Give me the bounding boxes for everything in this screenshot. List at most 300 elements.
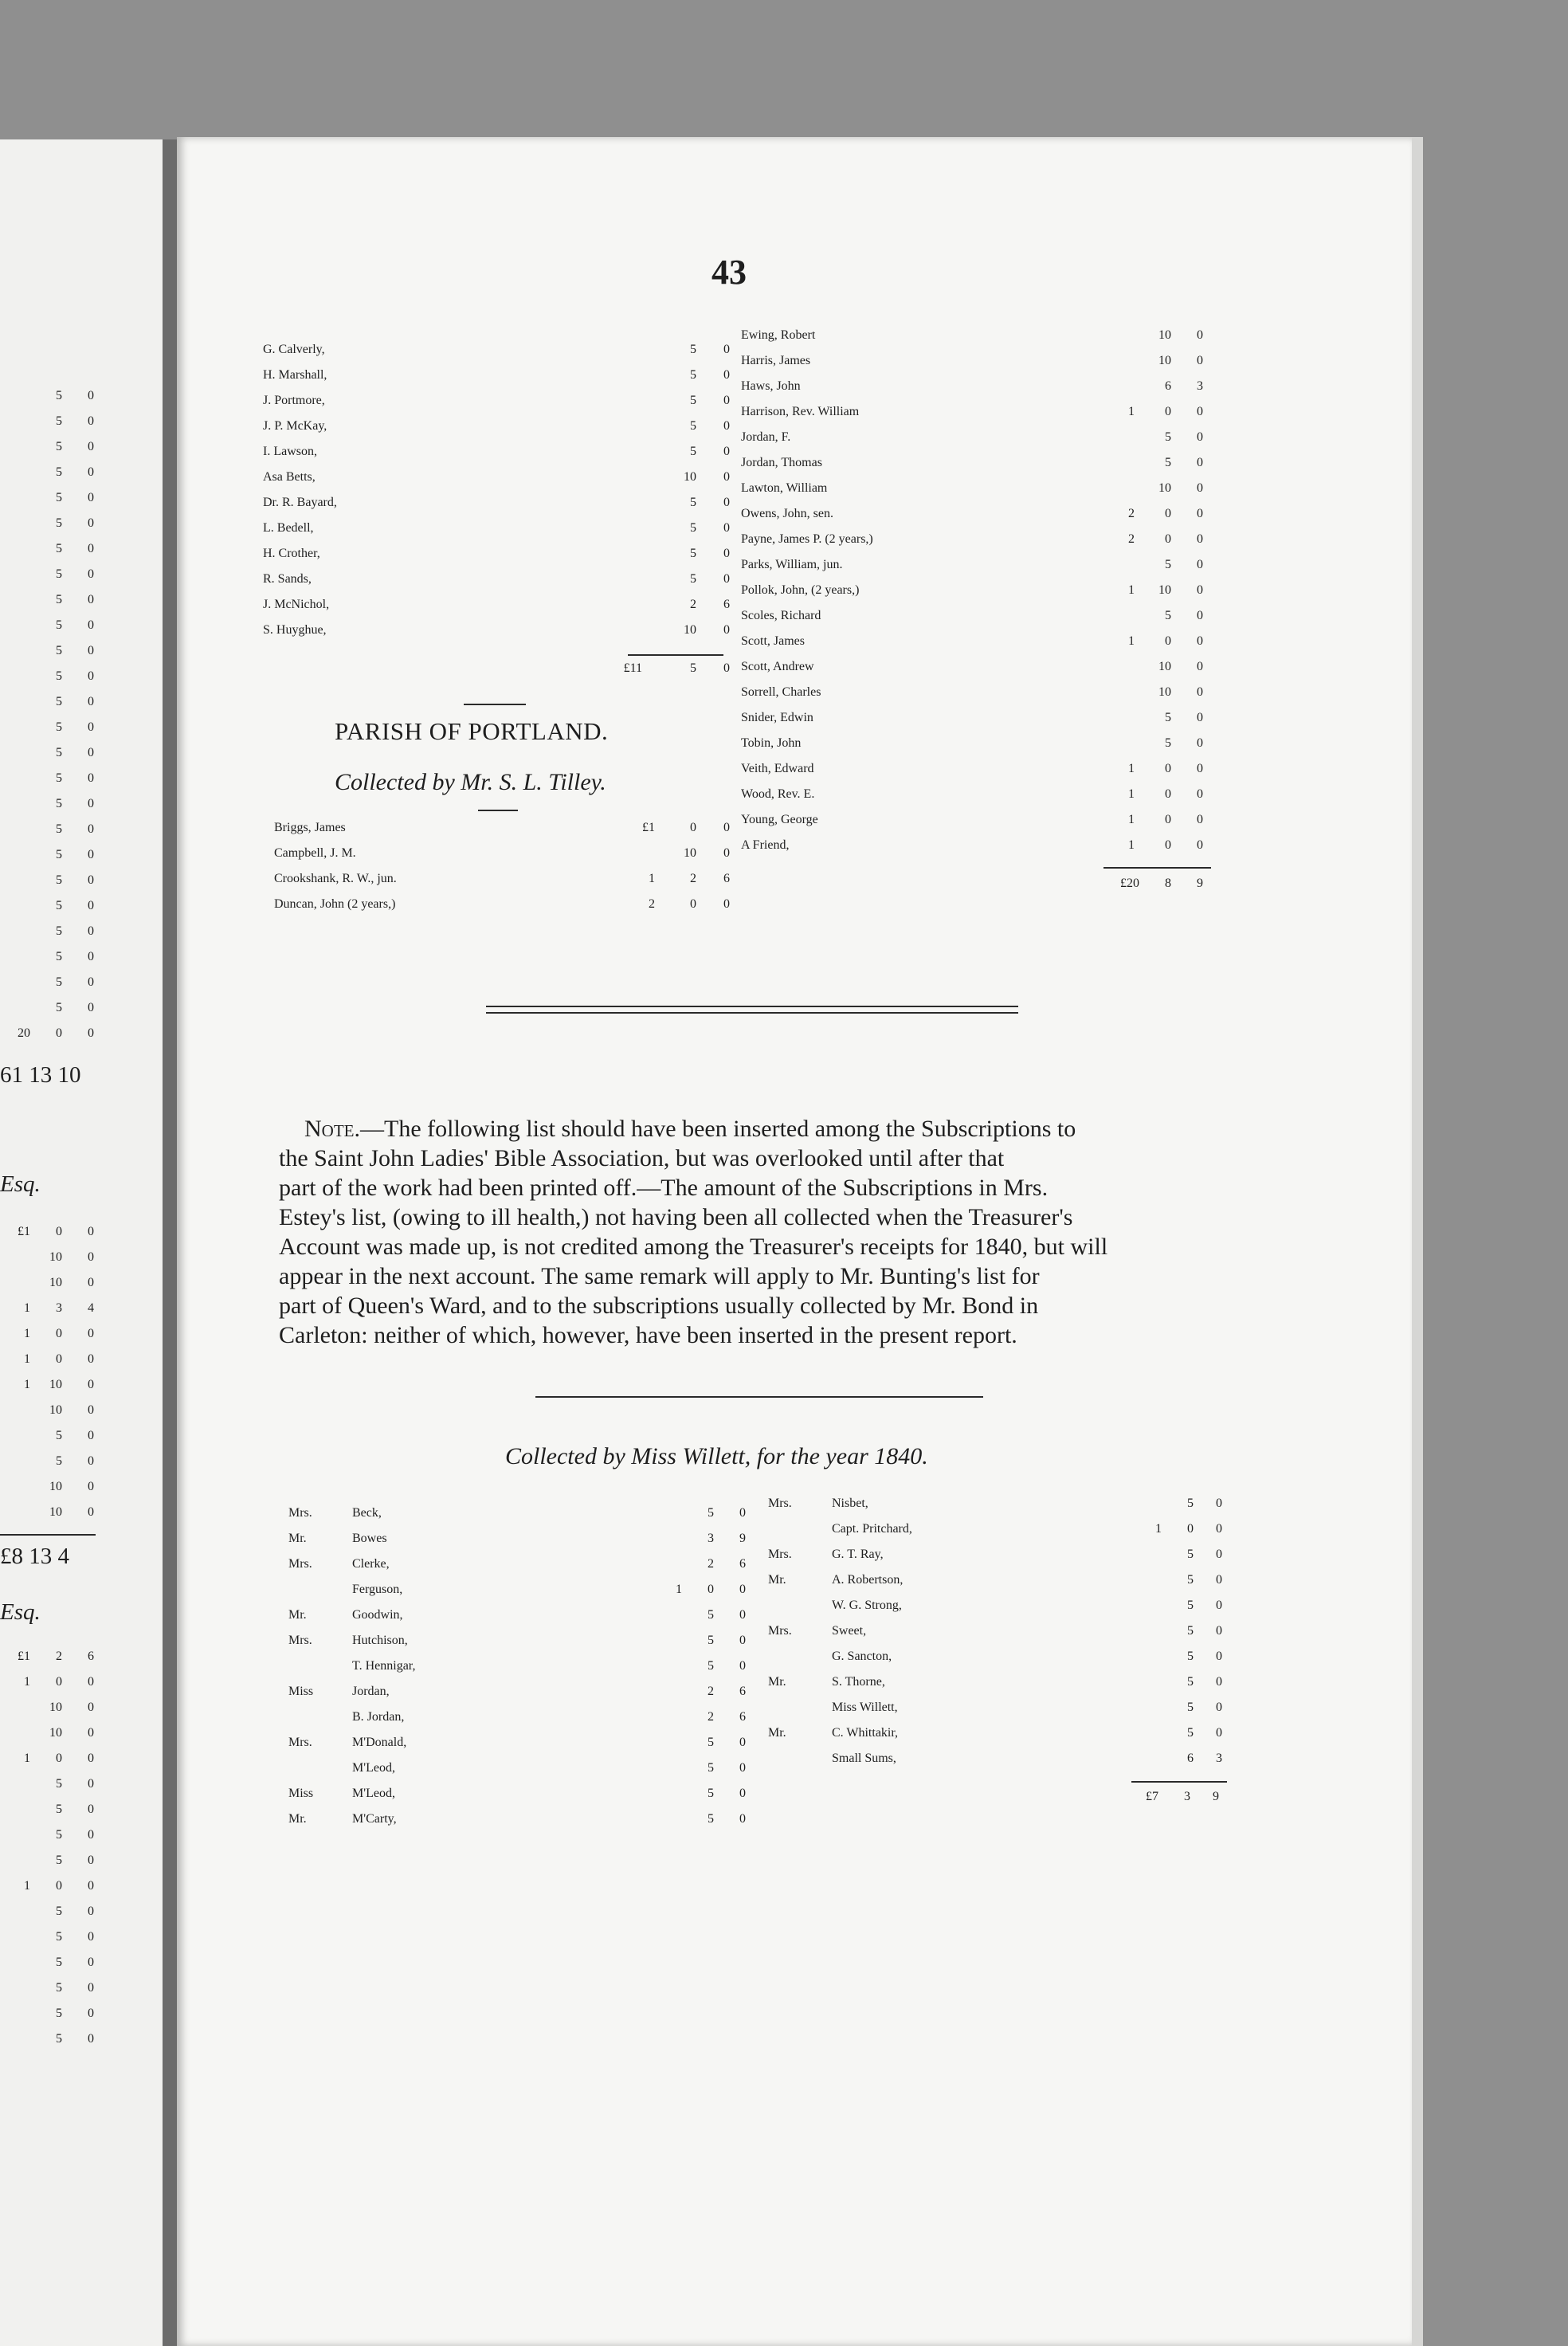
prev-page-amount: 1 (24, 1352, 30, 1366)
prev-page-amount-row (0, 2032, 104, 2058)
shillings: 5 (708, 1761, 714, 1775)
prev-page-amount: 0 (88, 516, 94, 530)
prev-page-amount-row (0, 924, 104, 950)
prev-page-amount-row (0, 822, 104, 848)
prev-page-amount: 0 (88, 2032, 94, 2046)
pounds: 1 (1128, 634, 1135, 648)
list-item (263, 598, 730, 623)
shillings: 6 (1187, 1752, 1194, 1765)
prev-page-amount: 0 (88, 848, 94, 861)
subscriber-name: C. Whittakir, (832, 1726, 899, 1740)
shillings: 5 (690, 521, 696, 535)
subscriber-name: Capt. Pritchard, (832, 1522, 912, 1536)
subscriber-name: Campbell, J. M. (274, 846, 356, 860)
prev-page-amount: 0 (88, 822, 94, 836)
shillings: 10 (1158, 481, 1171, 495)
pence: 0 (1197, 430, 1203, 444)
prev-page-amount: 5 (56, 1905, 62, 1918)
shillings: 5 (1187, 1599, 1194, 1612)
pence: 6 (723, 872, 730, 885)
list-item (288, 1557, 751, 1583)
list-item (768, 1599, 1230, 1624)
subscriber-name: Goodwin, (352, 1608, 403, 1622)
pence: 0 (1197, 711, 1203, 724)
prev-page-amount: 5 (56, 516, 62, 530)
list-item (768, 1650, 1230, 1675)
willett-list-left (288, 1506, 751, 1838)
total-rule-right (1103, 867, 1211, 869)
pence: 0 (723, 343, 730, 356)
list-item (263, 394, 730, 419)
title-prefix: Mr. (768, 1675, 786, 1689)
prev-page-amount-row (0, 1726, 104, 1752)
prev-page-amount-row (0, 618, 104, 644)
subscriber-name: M'Leod, (352, 1761, 395, 1775)
list-item (274, 846, 733, 872)
shillings: 0 (1165, 405, 1171, 418)
subscriber-name: R. Sands, (263, 572, 312, 586)
prev-page-amount: 5 (56, 1454, 62, 1468)
prev-page-amount: 0 (88, 1505, 94, 1519)
pence: 0 (1197, 456, 1203, 469)
page-number: 43 (711, 253, 747, 292)
shillings: 5 (708, 1787, 714, 1800)
double-rule-top (486, 1006, 1018, 1007)
prev-page-amount: £1 (18, 1225, 30, 1238)
subscriber-name: Veith, Edward (741, 762, 814, 775)
subscriber-name: Scoles, Richard (741, 609, 821, 622)
subscriber-name: Wood, Rev. E. (741, 787, 815, 801)
prev-page-amount: 0 (56, 1352, 62, 1366)
shillings: 5 (690, 496, 696, 509)
subscriber-name: Sorrell, Charles (741, 685, 821, 699)
subscriber-name: Miss Willett, (832, 1701, 898, 1714)
subscriber-name: H. Crother, (263, 547, 320, 560)
shillings: 5 (690, 394, 696, 407)
pence: 0 (1197, 583, 1203, 597)
list-item (288, 1736, 751, 1761)
prev-page-amount: 0 (88, 389, 94, 402)
list-item (741, 558, 1219, 583)
subscriber-name: G. T. Ray, (832, 1548, 884, 1561)
prev-page-amount: 0 (88, 1429, 94, 1442)
list-item (288, 1659, 751, 1685)
prev-page-amount-row (0, 465, 104, 491)
prev-page-amount-row (0, 1930, 104, 1956)
prev-page-amount: 5 (56, 2032, 62, 2046)
prev-page-amount: 0 (88, 1675, 94, 1689)
pence: 0 (723, 394, 730, 407)
prev-page-amount: 5 (56, 2007, 62, 2020)
prev-page-amount: 5 (56, 695, 62, 708)
prev-page-amount: 4 (88, 1301, 94, 1315)
prev-page-amount-row (0, 1327, 104, 1352)
prev-page-amount: 0 (56, 1752, 62, 1765)
prev-page-amount-row (0, 797, 104, 822)
pence: 0 (739, 1761, 746, 1775)
prev-page-amount: 10 (49, 1701, 62, 1714)
prev-page-amount: 0 (88, 1225, 94, 1238)
note-line: —The following list should have been inserted among the Subscriptions to (360, 1116, 1076, 1142)
pence: 9 (739, 1532, 746, 1545)
prev-page-esq-2: Esq. (0, 1599, 41, 1625)
prev-page-amount: 5 (56, 414, 62, 428)
prev-page-amount-row (0, 1505, 104, 1531)
prev-page-amount: 5 (56, 491, 62, 504)
prev-page-amount-row (0, 899, 104, 924)
list-item (741, 634, 1219, 660)
pence: 6 (739, 1685, 746, 1698)
title-prefix: Mrs. (288, 1634, 312, 1647)
list-item (263, 419, 730, 445)
prev-page-amount: 10 (49, 1250, 62, 1264)
total-shillings: 3 (1184, 1790, 1190, 1803)
list-item (768, 1752, 1230, 1777)
list-item (741, 711, 1219, 736)
prev-page-amount-row (0, 771, 104, 797)
prev-page-amount-row (0, 1026, 104, 1052)
list-item (263, 343, 730, 368)
prev-page-amount-row (0, 1301, 104, 1327)
subscriber-name: Bowes (352, 1532, 387, 1545)
pence: 0 (1216, 1522, 1222, 1536)
shillings: 0 (708, 1583, 714, 1596)
prev-page-amount-row (0, 1650, 104, 1675)
shillings: 2 (708, 1710, 714, 1724)
prev-page-amount-row (0, 389, 104, 414)
pence: 6 (723, 598, 730, 611)
prev-page-amount: 0 (88, 414, 94, 428)
prev-page-amount-row (0, 1828, 104, 1854)
prev-page-amount-row (0, 1675, 104, 1701)
pounds: 2 (649, 897, 655, 911)
list-item (288, 1634, 751, 1659)
pence: 0 (1197, 660, 1203, 673)
shillings: 0 (1187, 1522, 1194, 1536)
prev-page-amount-row (0, 950, 104, 975)
prev-page-amount: 0 (88, 1378, 94, 1391)
total-pence: 0 (723, 661, 730, 675)
shillings: 5 (708, 1736, 714, 1749)
pence: 0 (1197, 762, 1203, 775)
prev-page-amount: 20 (18, 1026, 30, 1040)
prev-page-amount-row (0, 593, 104, 618)
shillings: 2 (690, 872, 696, 885)
subscriber-name: Nisbet, (832, 1497, 868, 1510)
prev-page-rule (0, 1534, 96, 1536)
total-row-willett (768, 1790, 1230, 1815)
pence: 0 (723, 419, 730, 433)
prev-page-amount: 5 (56, 465, 62, 479)
subscriber-name: Asa Betts, (263, 470, 316, 484)
prev-page-amount-row (0, 1480, 104, 1505)
shillings: 0 (1165, 787, 1171, 801)
pence: 0 (723, 821, 730, 834)
subscriber-name: G. Sancton, (832, 1650, 892, 1663)
shillings: 5 (690, 343, 696, 356)
shillings: 0 (1165, 507, 1171, 520)
pence: 0 (723, 572, 730, 586)
prev-page-amount: 5 (56, 1981, 62, 1995)
prev-page-amount: 1 (24, 1752, 30, 1765)
shillings: 5 (708, 1608, 714, 1622)
portland-list (274, 821, 733, 923)
shillings: 0 (1165, 838, 1171, 852)
subscriber-name: M'Donald, (352, 1736, 407, 1749)
list-item (741, 787, 1219, 813)
list-item (741, 609, 1219, 634)
note-line: appear in the next account. The same remark will apply to Mr. Bunting's list for (279, 1263, 1040, 1289)
prev-page-amount: 5 (56, 1777, 62, 1791)
subscriber-name: Jordan, (352, 1685, 390, 1698)
subscriber-name: S. Thorne, (832, 1675, 885, 1689)
prev-page-amount-row (0, 720, 104, 746)
section-rule-short-2 (478, 810, 518, 811)
pence: 0 (723, 547, 730, 560)
list-item (768, 1701, 1230, 1726)
list-item (263, 547, 730, 572)
prev-page-amount: 0 (88, 1250, 94, 1264)
prev-page-amount: 2 (56, 1650, 62, 1663)
prev-page-amount: 0 (88, 1352, 94, 1366)
prev-page-amount: 5 (56, 848, 62, 861)
list-item (741, 405, 1219, 430)
willett-heading: Collected by Miss Willett, for the year 1840. (505, 1443, 928, 1469)
shillings: 10 (1158, 354, 1171, 367)
shillings: 0 (1165, 532, 1171, 546)
double-rule-bottom (486, 1012, 1018, 1014)
prev-page-amount-row (0, 1225, 104, 1250)
subscriber-name: A Friend, (741, 838, 790, 852)
prev-page-amount: 0 (88, 644, 94, 657)
title-prefix: Mrs. (768, 1624, 792, 1638)
list-item (741, 456, 1219, 481)
pence: 0 (1216, 1548, 1222, 1561)
shillings: 5 (1165, 736, 1171, 750)
prev-page-amount: 0 (88, 771, 94, 785)
pounds: 2 (1128, 507, 1135, 520)
subscriber-name: H. Marshall, (263, 368, 327, 382)
subscriber-name: I. Lawson, (263, 445, 317, 458)
subscriber-name: Beck, (352, 1506, 382, 1520)
subscriber-name: Briggs, James (274, 821, 346, 834)
pounds: 1 (676, 1583, 682, 1596)
shillings: 5 (1187, 1497, 1194, 1510)
willett-list-right (768, 1497, 1230, 1777)
prev-page-amount-row (0, 1854, 104, 1879)
shillings: 10 (1158, 328, 1171, 342)
prev-page-amount: 5 (56, 950, 62, 963)
prev-page-amount: 1 (24, 1378, 30, 1391)
subscriber-name: Lawton, William (741, 481, 828, 495)
prev-page-amount: 5 (56, 618, 62, 632)
subscriber-name: Parks, William, jun. (741, 558, 843, 571)
pence: 0 (723, 897, 730, 911)
list-item (741, 813, 1219, 838)
list-item (741, 481, 1219, 507)
shillings: 5 (1187, 1675, 1194, 1689)
prev-page-amount: 5 (56, 440, 62, 453)
prev-page-amount: 5 (56, 669, 62, 683)
page-gutter (163, 139, 178, 2346)
pence: 0 (1197, 838, 1203, 852)
prev-page-amount: 5 (56, 720, 62, 734)
pence: 0 (739, 1812, 746, 1826)
prev-page-amount: 0 (88, 1701, 94, 1714)
prev-page-column-c (0, 1650, 104, 2058)
list-item (288, 1710, 751, 1736)
prev-page-amount: 5 (56, 389, 62, 402)
shillings: 5 (1187, 1726, 1194, 1740)
prev-page-esq-1: Esq. (0, 1171, 41, 1197)
prev-page-amount: 0 (88, 1480, 94, 1493)
pence: 0 (739, 1506, 746, 1520)
prev-page-amount: 10 (49, 1378, 62, 1391)
prev-page-amount-row (0, 1429, 104, 1454)
pounds: 1 (1128, 583, 1135, 597)
shillings: 5 (1187, 1573, 1194, 1587)
title-prefix: Miss (288, 1685, 314, 1698)
subscriber-name: Jordan, Thomas (741, 456, 822, 469)
list-item (288, 1506, 751, 1532)
shillings: 5 (690, 445, 696, 458)
prev-page-amount: 0 (88, 873, 94, 887)
prev-page-amount: 0 (88, 1879, 94, 1893)
prev-page-amount-row (0, 1752, 104, 1777)
prev-page-amount-row (0, 1403, 104, 1429)
pence: 0 (1197, 507, 1203, 520)
prev-page-amount-row (0, 1956, 104, 1981)
total-shillings: 8 (1165, 877, 1171, 890)
prev-page-amount: 0 (88, 1981, 94, 1995)
prev-page-amount-row (0, 1981, 104, 2007)
pence: 0 (1197, 787, 1203, 801)
subscriber-name: Scott, James (741, 634, 805, 648)
parish-heading: PARISH OF PORTLAND. (335, 717, 609, 745)
subscriber-name: Harrison, Rev. William (741, 405, 860, 418)
pounds: 1 (1128, 787, 1135, 801)
note-line: part of Queen's Ward, and to the subscriptions usually collected by Mr. Bond in (279, 1293, 1039, 1319)
subscriber-name: Scott, Andrew (741, 660, 814, 673)
prev-page-amount: 5 (56, 1828, 62, 1842)
pence: 0 (739, 1736, 746, 1749)
pounds: 2 (1128, 532, 1135, 546)
title-prefix: Mr. (288, 1532, 307, 1545)
subscriber-name: L. Bedell, (263, 521, 314, 535)
prev-page-amount: 5 (56, 1803, 62, 1816)
prev-page-amount-row (0, 975, 104, 1001)
prev-page-amount: 0 (88, 593, 94, 606)
list-item (263, 572, 730, 598)
prev-page-amount: 10 (49, 1403, 62, 1417)
prev-page-amount: 1 (24, 1301, 30, 1315)
prev-page-amount-row (0, 1879, 104, 1905)
pence: 0 (1197, 558, 1203, 571)
list-item (288, 1608, 751, 1634)
list-item (768, 1624, 1230, 1650)
subscriber-name: Clerke, (352, 1557, 390, 1571)
shillings: 5 (690, 368, 696, 382)
list-item (768, 1497, 1230, 1522)
note-paragraph (279, 1114, 1219, 1350)
shillings: 0 (1165, 813, 1171, 826)
list-item (741, 583, 1219, 609)
title-prefix: Mr. (288, 1608, 307, 1622)
subscriber-name: T. Hennigar, (352, 1659, 416, 1673)
shillings: 0 (690, 821, 696, 834)
prev-page-amount: 5 (56, 542, 62, 555)
prev-page-amount: 0 (88, 720, 94, 734)
total-pounds: £7 (1146, 1790, 1158, 1803)
pence: 3 (1216, 1752, 1222, 1765)
list-item (768, 1573, 1230, 1599)
subscriber-list-top-left (263, 343, 730, 649)
subscriber-name: J. McNichol, (263, 598, 330, 611)
prev-page-amount: 10 (49, 1726, 62, 1740)
prev-page-amount: 10 (49, 1505, 62, 1519)
prev-page-amount-row (0, 1378, 104, 1403)
subscriber-list-right (741, 328, 1219, 864)
prev-page-total-b: £8 13 4 (0, 1544, 69, 1569)
note-line: part of the work had been printed off.—The amount of the Subscriptions in Mrs. (279, 1175, 1049, 1201)
prev-page-amount-row (0, 873, 104, 899)
prev-page-amount: 0 (88, 1001, 94, 1014)
shillings: 5 (708, 1659, 714, 1673)
prev-page-amount-row (0, 848, 104, 873)
list-item (741, 685, 1219, 711)
pence: 0 (1197, 634, 1203, 648)
list-item (741, 379, 1219, 405)
prev-page-amount-row (0, 1250, 104, 1276)
title-prefix: Mrs. (768, 1497, 792, 1510)
pence: 0 (723, 623, 730, 637)
prev-page-amount-row (0, 1777, 104, 1803)
list-item (274, 897, 733, 923)
prev-page-amount: £1 (18, 1650, 30, 1663)
prev-page-amount-row (0, 1701, 104, 1726)
subscriber-name: Tobin, John (741, 736, 802, 750)
prev-page-amount: 5 (56, 567, 62, 581)
prev-page-amount: 5 (56, 593, 62, 606)
pounds: 1 (1128, 813, 1135, 826)
list-item (741, 736, 1219, 762)
prev-page-amount: 0 (88, 1777, 94, 1791)
pounds: 1 (1155, 1522, 1162, 1536)
pence: 6 (739, 1710, 746, 1724)
shillings: 0 (1165, 634, 1171, 648)
prev-page-amount: 5 (56, 822, 62, 836)
prev-page-amount: 0 (56, 1675, 62, 1689)
shillings: 5 (1165, 711, 1171, 724)
prev-page-amount-row (0, 1001, 104, 1026)
prev-page-amount: 0 (88, 1752, 94, 1765)
shillings: 3 (708, 1532, 714, 1545)
list-item (768, 1726, 1230, 1752)
pence: 0 (1197, 354, 1203, 367)
pence: 0 (723, 445, 730, 458)
subscriber-name: Ferguson, (352, 1583, 403, 1596)
shillings: 5 (1187, 1650, 1194, 1663)
title-prefix: Mrs. (768, 1548, 792, 1561)
note-line: the Saint John Ladies' Bible Association, but was overlooked until after that (279, 1145, 1005, 1171)
note-line: Account was made up, is not credited among the Treasurer's receipts for 1840, but will (279, 1234, 1108, 1260)
total-rule-willett (1131, 1781, 1227, 1783)
pence: 0 (1197, 736, 1203, 750)
prev-page-amount: 5 (56, 1001, 62, 1014)
prev-page-amount-row (0, 1905, 104, 1930)
title-prefix: Mr. (288, 1812, 307, 1826)
shillings: 5 (690, 547, 696, 560)
